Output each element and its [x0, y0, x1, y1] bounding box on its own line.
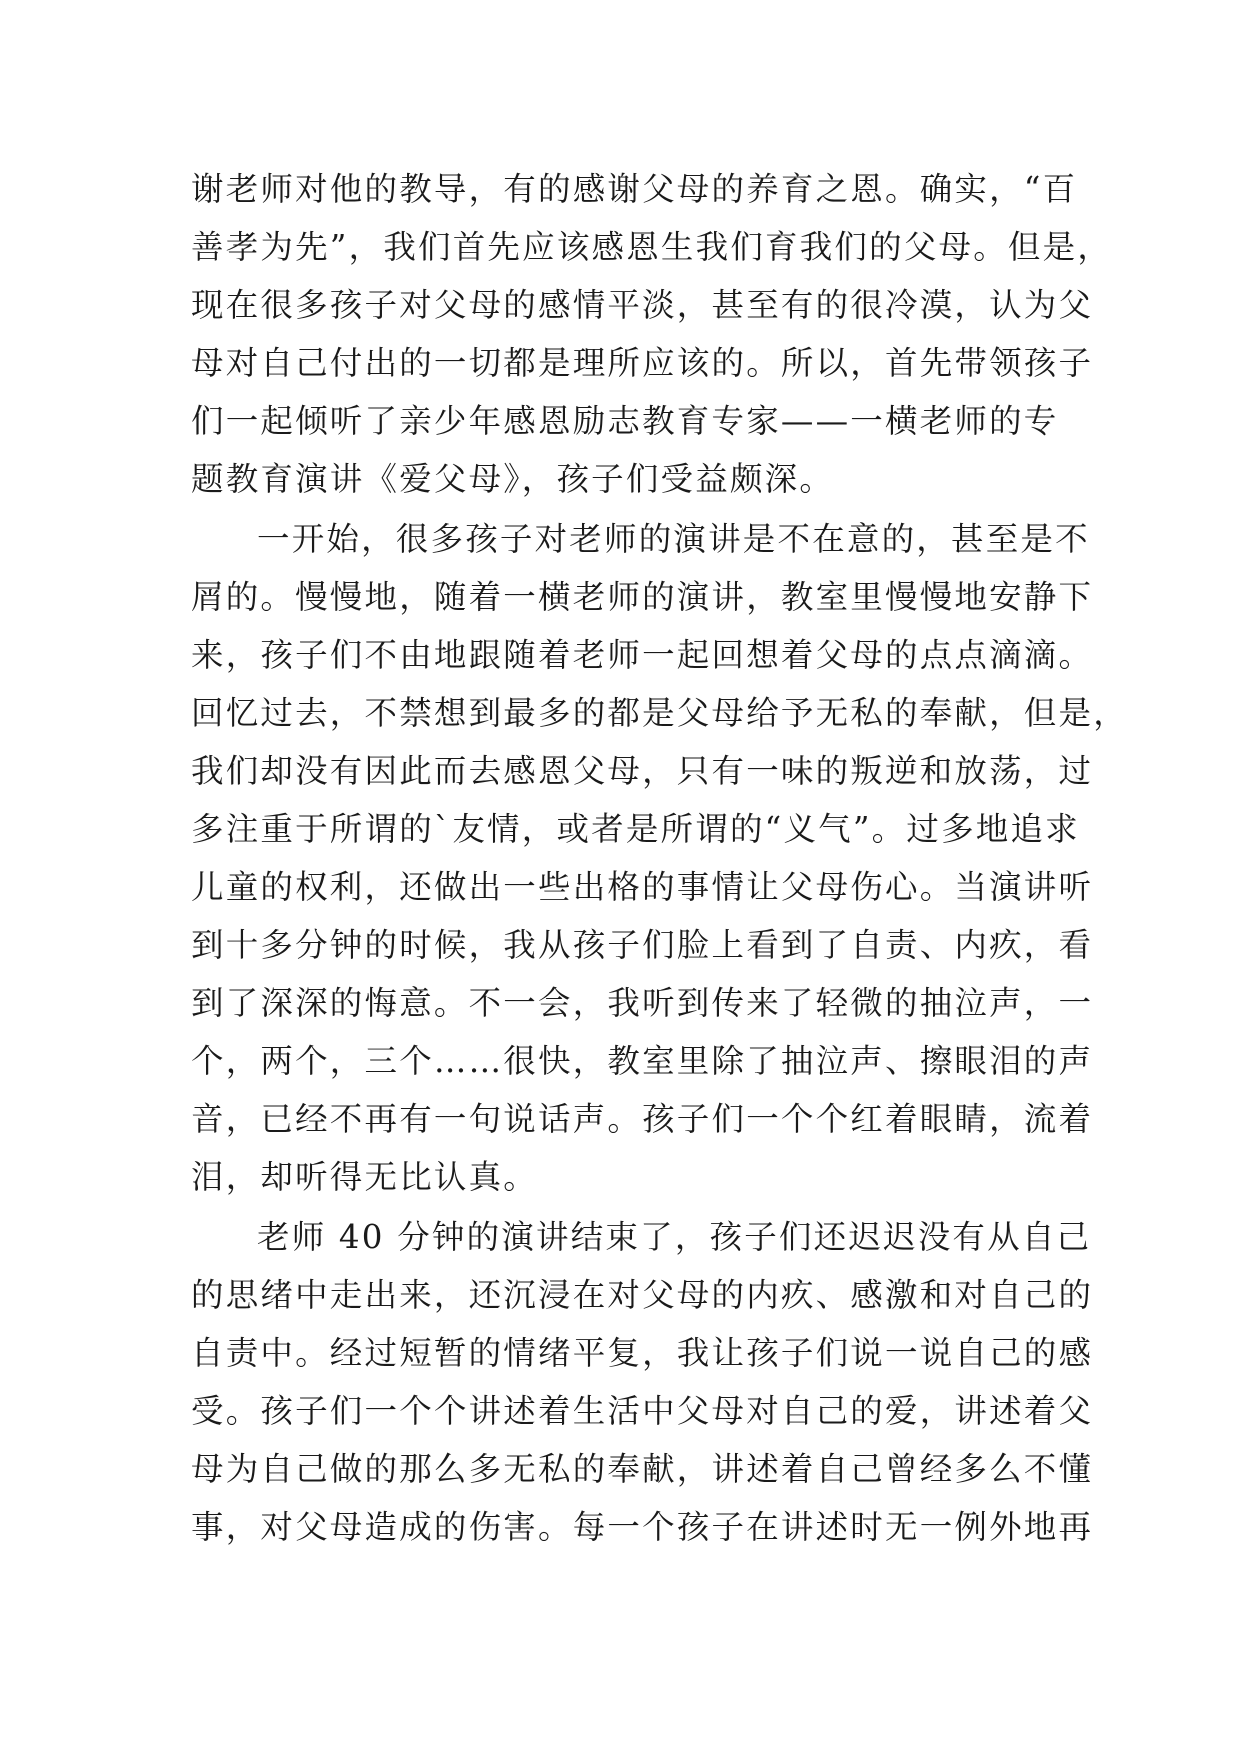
- text-line: 母对自己付出的一切都是理所应该的。所以，首先带领孩子: [191, 344, 1094, 382]
- text-line: 回忆过去，不禁想到最多的都是父母给予无私的奉献，但是，: [191, 694, 1128, 732]
- text-line: 们一起倾听了亲少年感恩励志教育专家——一横老师的专: [191, 402, 1059, 440]
- text-line: 来，孩子们不由地跟随着老师一起回想着父母的点点滴滴。: [191, 636, 1094, 674]
- text-line: 的思绪中走出来，还沉浸在对父母的内疚、感激和对自己的: [191, 1276, 1094, 1314]
- text-line: 到了深深的悔意。不一会，我听到传来了轻微的抽泣声，一: [191, 984, 1094, 1022]
- text-line: 自责中。经过短暂的情绪平复，我让孩子们说一说自己的感: [191, 1334, 1094, 1372]
- text-line: 善孝为先”，我们首先应该感恩生我们育我们的父母。但是，: [191, 228, 1113, 266]
- text-line: 老师 40 分钟的演讲结束了，孩子们还迟迟没有从自己: [257, 1218, 1092, 1256]
- text-line: 我们却没有因此而去感恩父母，只有一味的叛逆和放荡，过: [191, 752, 1094, 790]
- body-text: [191, 160, 1128, 1556]
- text-line: 泪，却听得无比认真。: [191, 1158, 539, 1196]
- text-line: 事，对父母造成的伤害。每一个孩子在讲述时无一例外地再: [191, 1508, 1094, 1546]
- text-line: 现在很多孩子对父母的感情平淡，甚至有的很冷漠，认为父: [191, 286, 1094, 324]
- text-line: 到十多分钟的时候，我从孩子们脸上看到了自责、内疚，看: [191, 926, 1094, 964]
- text-line: 一开始，很多孩子对老师的演讲是不在意的，甚至是不: [257, 520, 1090, 558]
- text-line: 儿童的权利，还做出一些出格的事情让父母伤心。当演讲听: [191, 868, 1094, 906]
- text-line: 受。孩子们一个个讲述着生活中父母对自己的爱，讲述着父: [191, 1392, 1094, 1430]
- text-line: 屑的。慢慢地，随着一横老师的演讲，教室里慢慢地安静下: [191, 578, 1094, 616]
- text-line: 谢老师对他的教导，有的感谢父母的养育之恩。确实，“百: [191, 170, 1078, 208]
- text-line: 个，两个，三个……很快，教室里除了抽泣声、擦眼泪的声: [191, 1042, 1094, 1080]
- text-line: 题教育演讲《爱父母》，孩子们受益颇深。: [191, 460, 835, 498]
- text-line: 多注重于所谓的`友情，或者是所谓的“义气”。过多地追求: [191, 810, 1080, 848]
- text-line: 音，已经不再有一句说话声。孩子们一个个红着眼睛，流着: [191, 1100, 1094, 1138]
- text-line: 母为自己做的那么多无私的奉献，讲述着自己曾经多么不懂: [191, 1450, 1094, 1488]
